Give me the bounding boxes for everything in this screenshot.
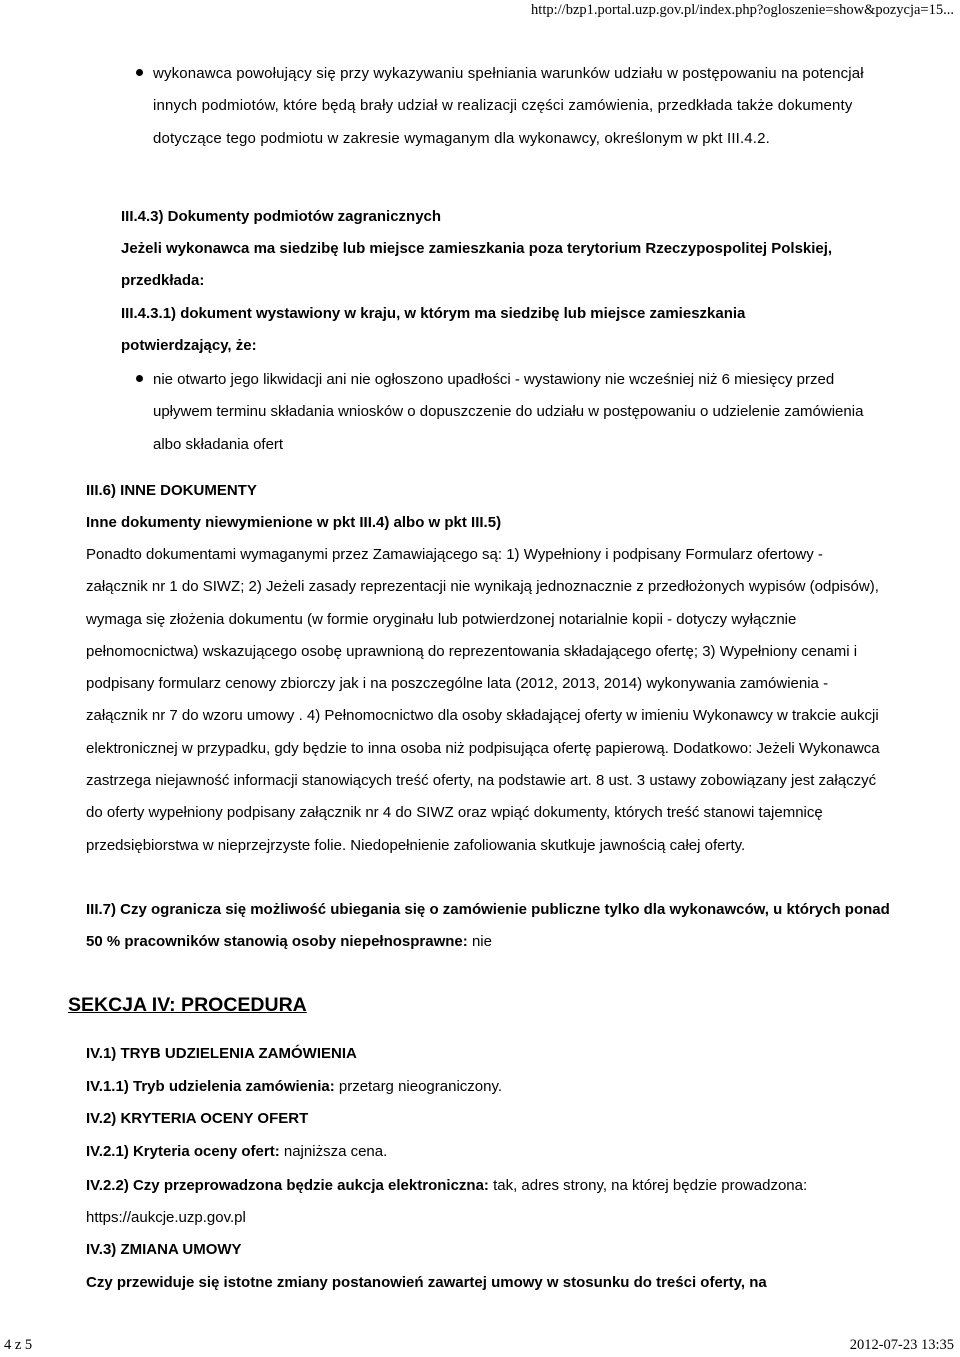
field-label: IV.2.2) Czy przeprowadzona będzie aukcja elektroniczna: <box>86 1177 489 1194</box>
section-heading: III.4.3) Dokumenty podmiotów zagranicznych <box>121 208 442 225</box>
page-number: 4 z 5 <box>4 1337 33 1353</box>
subsection-heading: IV.1) TRYB UDZIELENIA ZAMÓWIENIA <box>86 1045 357 1062</box>
section-subheading: Inne dokumenty niewymienione w pkt III.4) albo w pkt III.5) <box>86 514 502 531</box>
bullet-icon <box>136 69 143 76</box>
field-label: IV.2.1) Kryteria oceny ofert: <box>86 1143 280 1160</box>
section-body: Ponadto dokumentami wymaganymi przez Zamawiającego są: 1) Wypełniony i podpisany Formularz ofertowy - załącznik nr 1 do SIWZ; 2) Jeżeli zasady reprezentacji nie wynikają jednoznacznie z przedłożonych wypisów (odpisów), wymaga się złożenia dokumentu (w formie oryginału lub potwierdzonej notarialnie kopii - dotyczy wyłącznie pełnomocnictwa) wskazującego osobę uprawnioną do reprezentowania składającego ofertę; 3) Wypełniony cenami i podpisany formularz cenowy zbiorczy jak i na poszczególne lata (2012, 2013, 2014) wykonywania zamówienia - załącznik nr 7 do wzoru umowy . 4) Pełnomocnictwo dla osoby składającej oferty w imieniu Wykonawcy w trakcie aukcji elektronicznej w przypadku, gdy będzie to inna osoba niż podpisująca ofertę papierową. Dodatkowo: Jeżeli Wykonawca zastrzega niejawność informacji stanowiących treść oferty, na podstawie art. 8 ust. 3 ustawy zobowiązany jest załączyć do oferty wypełniony podpisany załącznik nr 4 do SIWZ oraz wpiąć dokumenty, których treść stanowi tajemnicę przedsiębiorstwa w nieprzejrzyste folie. Niedopełnienie zafoliowania skutkuje jawnością całej oferty. <box>86 546 880 854</box>
field-label: IV.1.1) Tryb udzielenia zamówienia: <box>86 1078 335 1095</box>
question-text: III.7) Czy ogranicza się możliwość ubiegania się o zamówienie publiczne tylko dla wykonawców, u których ponad 50 % pracowników stanowią osoby niepełnosprawne: <box>86 901 890 951</box>
field-value: najniższa cena. <box>283 1143 388 1160</box>
section-subheading: Jeżeli wykonawca ma siedzibę lub miejsce zamieszkania poza terytorium Rzeczypospolitej Polskiej, przedkłada: <box>121 240 833 290</box>
page-url: http://bzp1.portal.uzp.gov.pl/index.php?ogloszenie=show&pozycja=15... <box>531 2 954 18</box>
bullet-item: nie otwarto jego likwidacji ani nie ogłoszono upadłości - wystawiony nie wcześniej niż 6 miesięcy przed upływem terminu składania wniosków o dopuszczenie do udziału w postępowaniu o udzielenie zamówienia albo składania ofert <box>153 371 864 453</box>
section-title: SEKCJA IV: PROCEDURA <box>68 994 307 1016</box>
question-paragraph <box>86 894 906 959</box>
subsection-heading: IV.2) KRYTERIA OCENY OFERT <box>86 1110 309 1127</box>
print-timestamp: 2012-07-23 13:35 <box>849 1337 954 1353</box>
field-value: przetarg nieograniczony. <box>338 1078 503 1095</box>
subsection-heading: IV.3) ZMIANA UMOWY <box>86 1241 242 1258</box>
item-heading: III.4.3.1) dokument wystawiony w kraju, w którym ma siedzibę lub miejsce zamieszkania potwierdzający, że: <box>121 305 746 355</box>
answer-text: nie <box>471 933 492 951</box>
field-value: tak, adres strony, na której będzie prowadzona: https://aukcje.uzp.gov.pl <box>86 1177 808 1227</box>
field-row <box>86 1170 866 1235</box>
bullet-item: wykonawca powołujący się przy wykazywaniu spełniania warunków udziału w postępowaniu na potencjał innych podmiotów, które będą brały udział w realizacji części zamówienia, przedkłada także dokumenty dotyczące tego podmiotu w zakresie wymaganym dla wykonawcy, określonym w pkt III.4.2. <box>153 65 864 147</box>
question-text: Czy przewiduje się istotne zmiany postanowień zawartej umowy w stosunku do treści oferty, na <box>86 1274 767 1291</box>
field-row <box>86 1136 387 1168</box>
field-row <box>86 1071 502 1103</box>
bullet-icon <box>136 375 143 382</box>
section-heading: III.6) INNE DOKUMENTY <box>86 482 257 499</box>
